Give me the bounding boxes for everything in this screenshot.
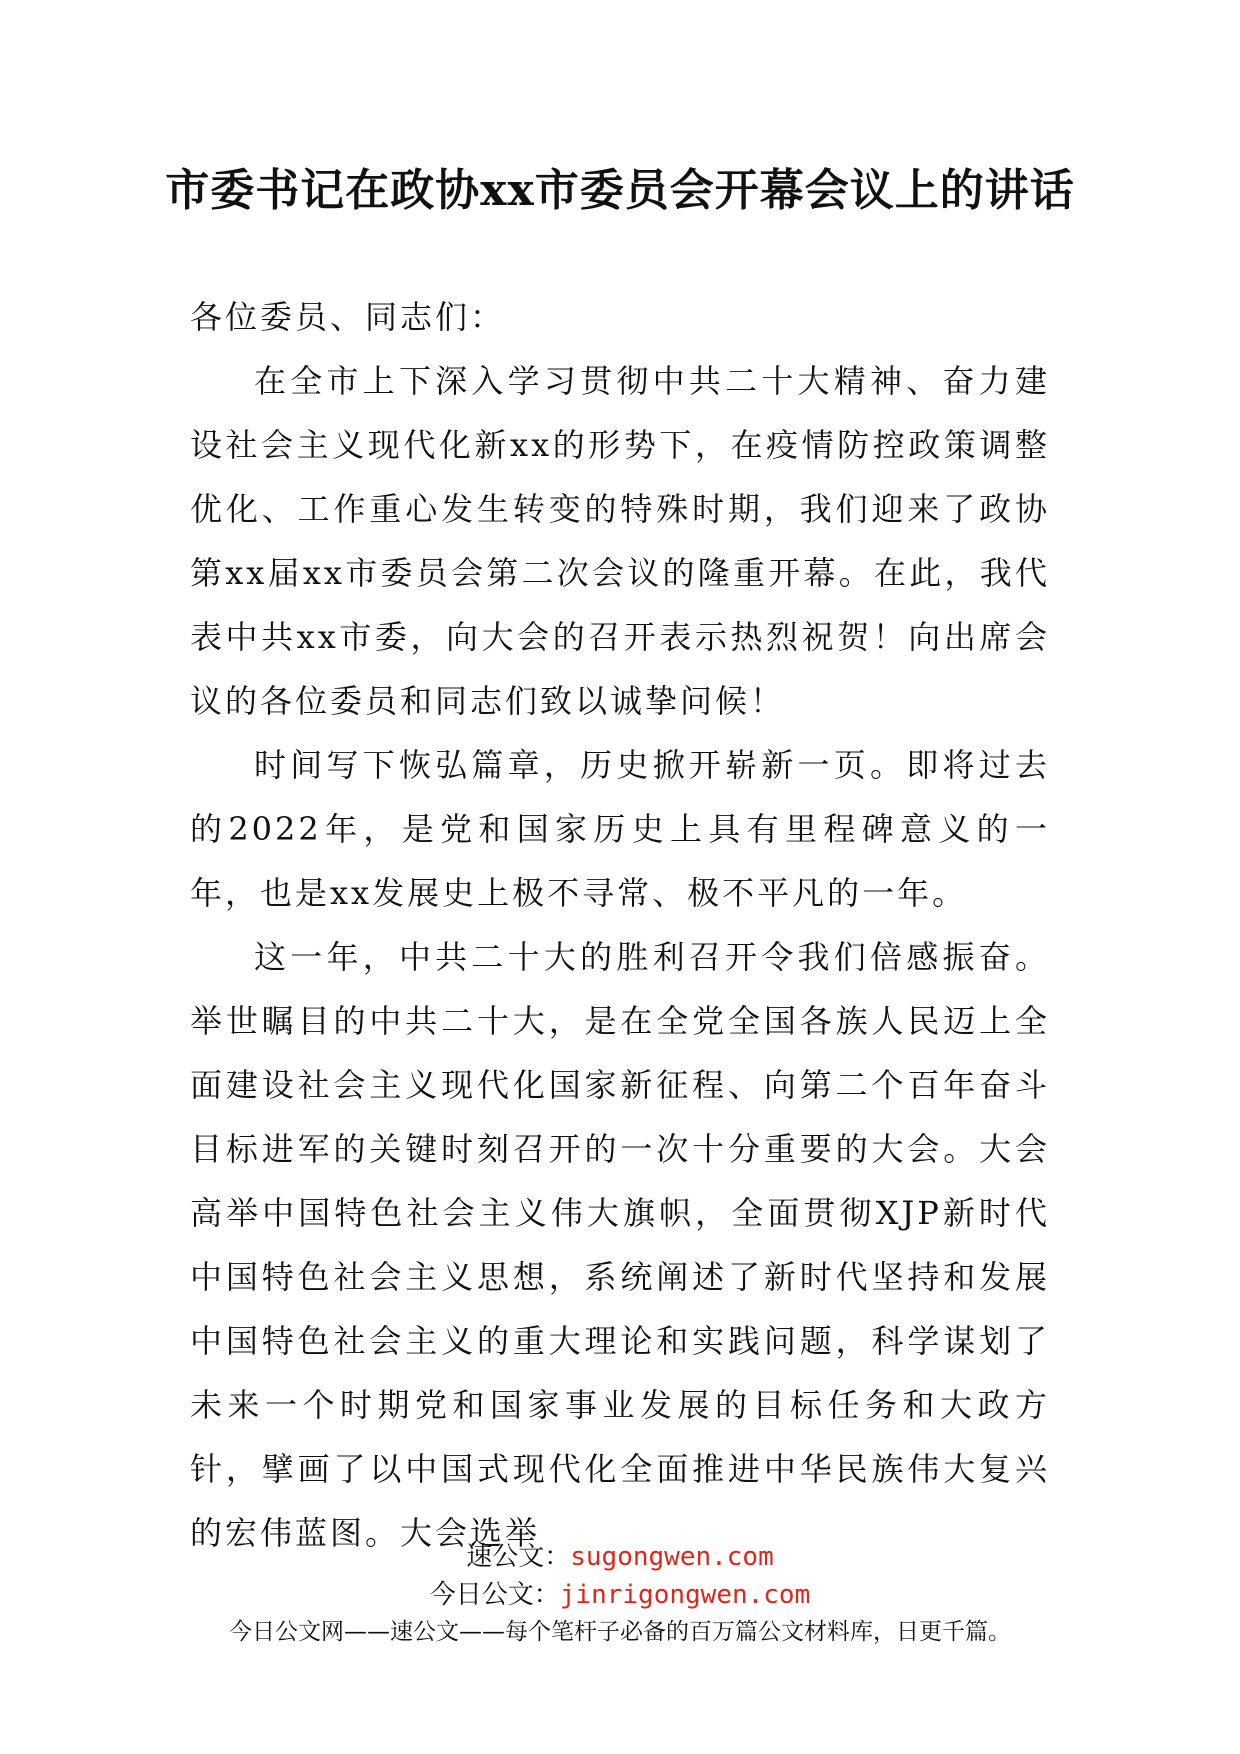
- jinrigongwen-link[interactable]: jinrigongwen.com: [559, 1580, 811, 1610]
- sugongwen-label: 速公文：: [466, 1542, 571, 1572]
- paragraph-1: 在全市上下深入学习贯彻中共二十大精神、奋力建设社会主义现代化新xx的形势下，在疫情防控政策调整优化、工作重心发生转变的特殊时期，我们迎来了政协第xx届xx市委员会第二次会议的隆重开幕。在此，我代表中共xx市委，向大会的召开表示热烈祝贺！向出席会议的各位委员和同志们致以诚挚问候！: [190, 362, 1050, 720]
- jinrigongwen-label: 今日公文：: [429, 1580, 560, 1610]
- greeting: 各位委员、同志们：: [190, 298, 506, 336]
- paragraph-3: 这一年，中共二十大的胜利召开令我们倍感振奋。举世瞩目的中共二十大，是在全党全国各族人民迈上全面建设社会主义现代化国家新征程、向第二个百年奋斗目标进军的关键时刻召开的一次十分重要的大会。大会高举中国特色社会主义伟大旗帜，全面贯彻XJP新时代中国特色社会主义思想，系统阐述了新时代坚持和发展中国特色社会主义的重大理论和实践问题，科学谋划了未来一个时期党和国家事业发展的目标任务和大政方针，擘画了以中国式现代化全面推进中华民族伟大复兴的宏伟蓝图。大会选举: [190, 938, 1050, 1552]
- footer-jinrigongwen: [0, 1578, 1240, 1612]
- sugongwen-link[interactable]: sugongwen.com: [570, 1542, 774, 1572]
- paragraph-2: 时间写下恢弘篇章，历史掀开崭新一页。即将过去的2022年，是党和国家历史上具有里程碑意义的一年，也是xx发展史上极不寻常、极不平凡的一年。: [190, 746, 1050, 912]
- footer-sugongwen: [0, 1540, 1240, 1574]
- footer-slogan: 今日公文网——速公文——每个笔杆子必备的百万篇公文材料库，日更千篇。: [229, 1619, 1011, 1645]
- document-body: [190, 285, 1050, 1565]
- document-title: 市委书记在政协xx市委员会开幕会议上的讲话: [165, 165, 1075, 216]
